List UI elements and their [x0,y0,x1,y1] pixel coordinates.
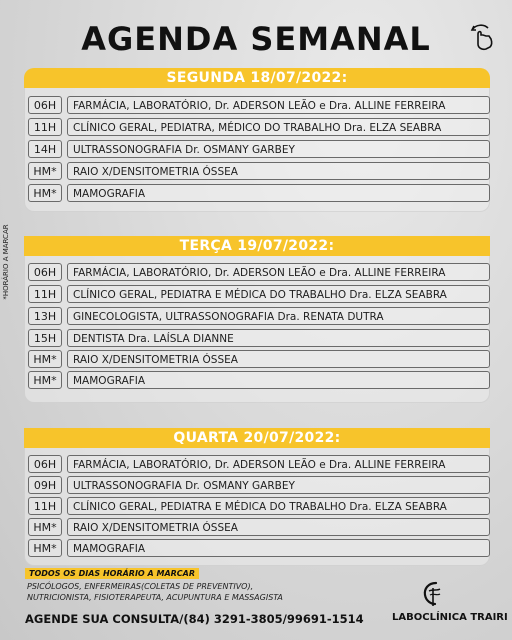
page-title: AGENDA SEMANAL [81,20,431,58]
description-cell: MAMOGRAFIA [67,184,490,202]
description-cell: FARMÁCIA, LABORATÓRIO, Dr. ADERSON LEÃO e Dra. ALLINE FERREIRA [67,455,490,473]
description-cell: ULTRASSONOGRAFIA Dr. OSMANY GARBEY [67,476,490,494]
description-cell: CLÍNICO GERAL, PEDIATRA, MÉDICO DO TRABALHO Dra. ELZA SEABRA [67,118,490,136]
schedule-row [28,518,490,536]
day-section-tuesday [24,236,490,401]
description-cell: FARMÁCIA, LABORATÓRIO, Dr. ADERSON LEÃO e Dra. ALLINE FERREIRA [67,96,490,114]
description-cell: RAIO X/DENSITOMETRIA ÓSSEA [67,162,490,180]
clinic-logo-icon [420,580,446,608]
schedule-row [28,476,490,494]
description-cell: MAMOGRAFIA [67,371,490,389]
description-cell: RAIO X/DENSITOMETRIA ÓSSEA [67,350,490,368]
description-cell: MAMOGRAFIA [67,539,490,557]
side-note: *HORÁRIO A MARCAR [2,224,10,300]
description-cell: GINECOLOGISTA, ULTRASSONOGRAFIA Dra. RENATA DUTRA [67,307,490,325]
time-cell: HM* [28,371,62,389]
daily-schedule-tag: TODOS OS DIAS HORÁRIO A MARCAR [25,568,199,579]
description-cell: CLÍNICO GERAL, PEDIATRA E MÉDICA DO TRABALHO Dra. ELZA SEABRA [67,285,490,303]
services-line-1: PSICÓLOGOS, ENFERMEIRAS(COLETAS DE PREVENTIVO), [27,582,254,591]
schedule-row [28,455,490,473]
description-cell: DENTISTA Dra. LAÍSLA DIANNE [67,329,490,347]
schedule-row [28,184,490,202]
schedule-row [28,162,490,180]
schedule-row [28,140,490,158]
schedule-row [28,263,490,281]
time-cell: 06H [28,96,62,114]
time-cell: 11H [28,497,62,515]
day-header: SEGUNDA 18/07/2022: [24,68,490,88]
time-cell: 06H [28,455,62,473]
time-cell: 06H [28,263,62,281]
description-cell: CLÍNICO GERAL, PEDIATRA E MÉDICA DO TRABALHO Dra. ELZA SEABRA [67,497,490,515]
schedule-row [28,539,490,557]
pointing-hand-icon [466,22,496,52]
time-cell: 09H [28,476,62,494]
schedule-row [28,96,490,114]
brand-name: LABOCLÍNICA TRAIRI [392,612,508,623]
time-cell: 14H [28,140,62,158]
day-section-monday [24,68,490,210]
time-cell: HM* [28,539,62,557]
schedule-row [28,371,490,389]
time-cell: 11H [28,285,62,303]
schedule-row [28,285,490,303]
schedule-row [28,118,490,136]
time-cell: 15H [28,329,62,347]
schedule-row [28,329,490,347]
day-section-wednesday [24,428,490,564]
day-header: QUARTA 20/07/2022: [24,428,490,448]
description-cell: FARMÁCIA, LABORATÓRIO, Dr. ADERSON LEÃO e Dra. ALLINE FERREIRA [67,263,490,281]
time-cell: HM* [28,518,62,536]
time-cell: HM* [28,184,62,202]
contact-line: AGENDE SUA CONSULTA/(84) 3291-3805/99691-1514 [25,612,364,626]
schedule-row [28,350,490,368]
services-line-2: NUTRICIONISTA, FISIOTERAPEUTA, ACUPUNTURA E MASSAGISTA [27,593,283,602]
time-cell: HM* [28,350,62,368]
time-cell: 11H [28,118,62,136]
time-cell: HM* [28,162,62,180]
schedule-row [28,497,490,515]
description-cell: ULTRASSONOGRAFIA Dr. OSMANY GARBEY [67,140,490,158]
schedule-row [28,307,490,325]
description-cell: RAIO X/DENSITOMETRIA ÓSSEA [67,518,490,536]
time-cell: 13H [28,307,62,325]
day-header: TERÇA 19/07/2022: [24,236,490,256]
